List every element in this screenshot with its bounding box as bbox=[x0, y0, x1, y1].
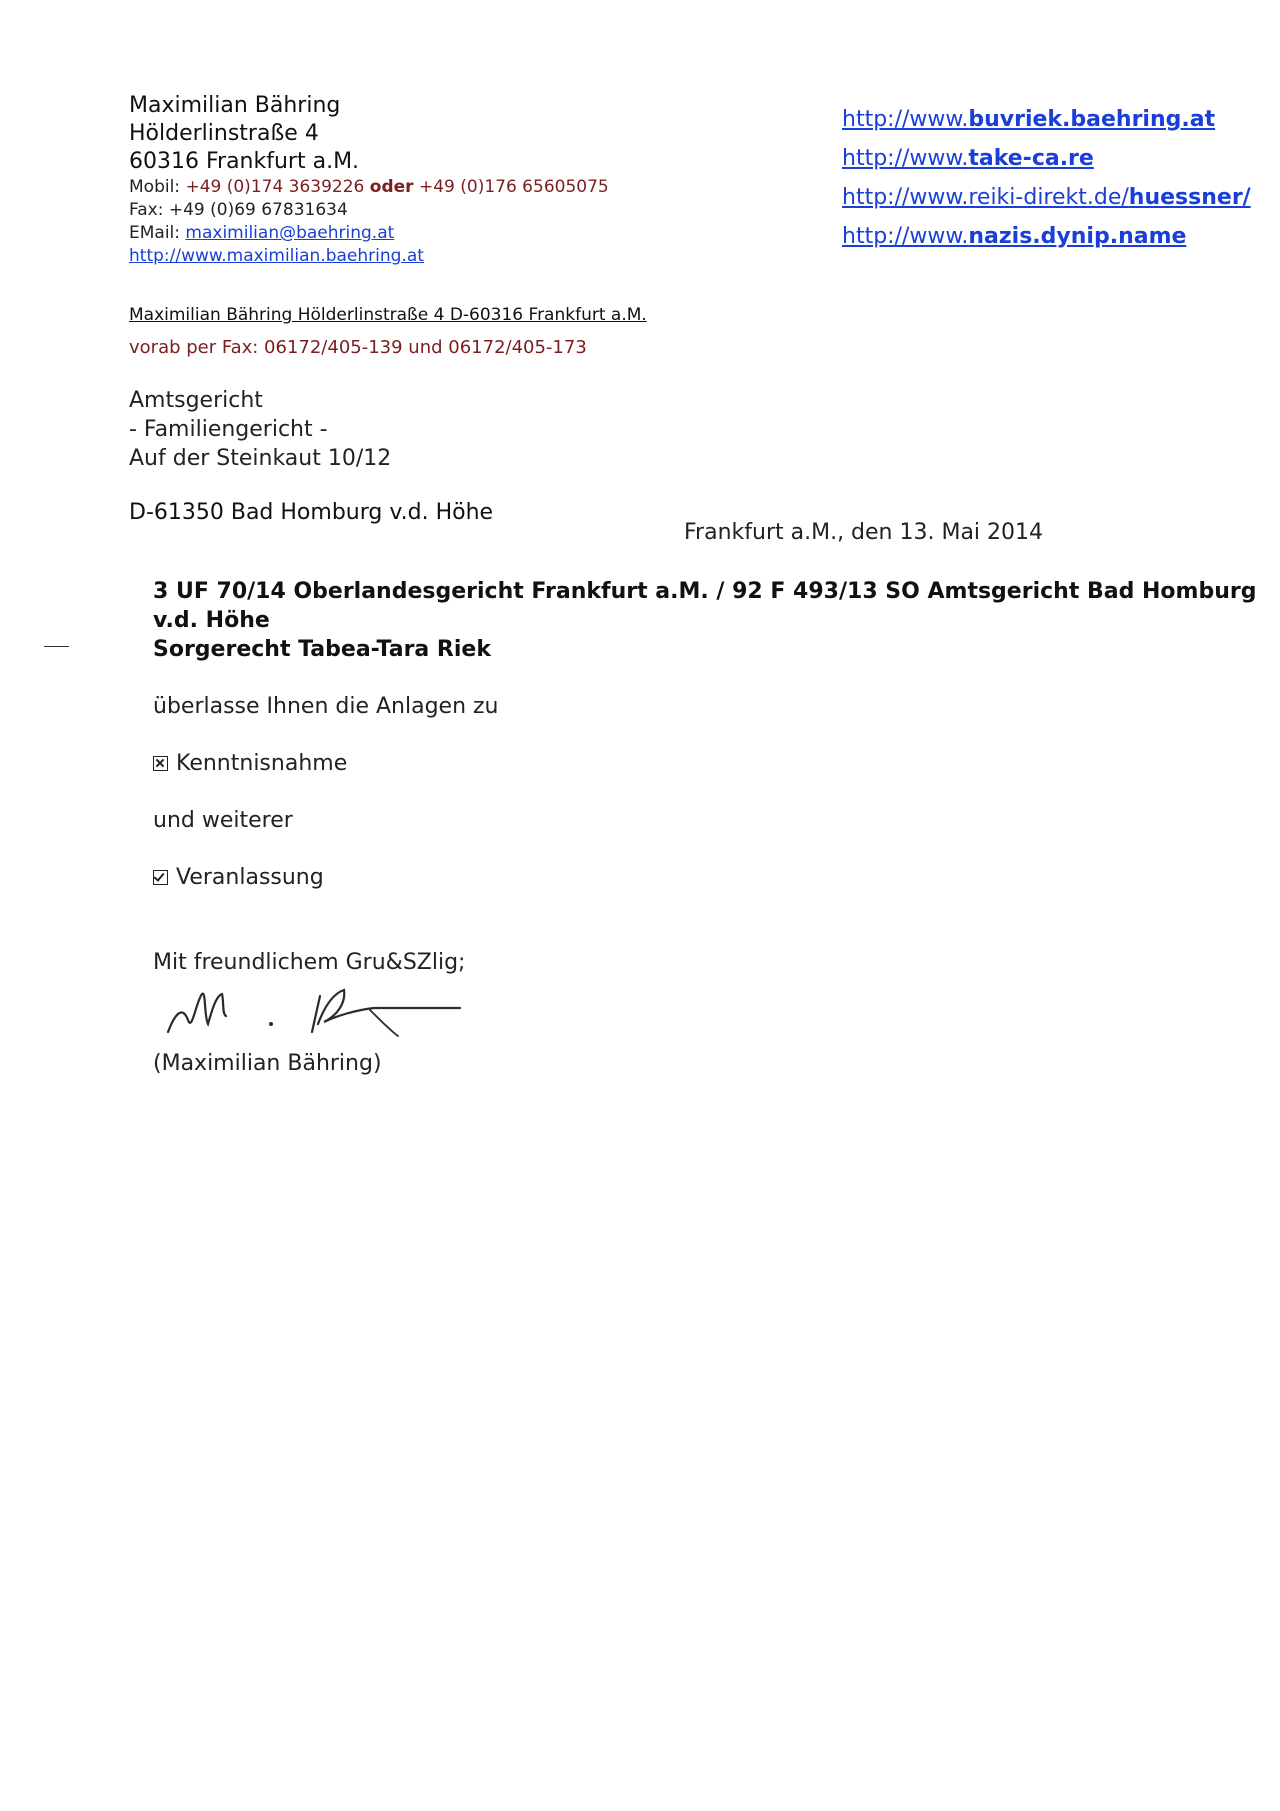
subject bbox=[153, 577, 1280, 664]
checkbox-check-icon bbox=[153, 870, 168, 885]
email-link[interactable]: maximilian@baehring.at bbox=[185, 223, 395, 243]
date-line: Frankfurt a.M., den 13. Mai 2014 bbox=[684, 520, 1044, 545]
option-veranlassung: Veranlassung bbox=[153, 865, 324, 890]
recipient-block bbox=[129, 386, 391, 473]
recipient-line: - Familiengericht - bbox=[129, 417, 328, 442]
sender-street: Hölderlinstraße 4 bbox=[129, 121, 319, 146]
recipient-line: Auf der Steinkaut 10/12 bbox=[129, 446, 392, 471]
fold-mark bbox=[44, 646, 69, 647]
url-item[interactable]: http://www.buvriek.baehring.at bbox=[842, 107, 1216, 132]
url-item[interactable]: http://www.nazis.dynip.name bbox=[842, 224, 1187, 249]
sender-fax: Fax: +49 (0)69 67831634 bbox=[129, 200, 348, 220]
signature bbox=[160, 980, 480, 1050]
url-item[interactable]: http://www.reiki-direkt.de/huessner/ bbox=[842, 185, 1251, 210]
subject-line: Sorgerecht Tabea-Tara Riek bbox=[153, 637, 491, 662]
sender-block bbox=[129, 92, 609, 268]
signature-name: (Maximilian Bähring) bbox=[153, 1051, 382, 1076]
fax-note: vorab per Fax: 06172/405-139 und 06172/405-173 bbox=[129, 337, 587, 358]
sender-website bbox=[129, 245, 609, 268]
sender-name: Maximilian Bähring bbox=[129, 93, 341, 118]
sender-city: 60316 Frankfurt a.M. bbox=[129, 149, 360, 174]
sender-mobile: Mobil: +49 (0)174 3639226 oder +49 (0)176 65605075 bbox=[129, 177, 609, 197]
body-intro: überlasse Ihnen die Anlagen zu bbox=[153, 694, 499, 719]
url-item[interactable]: http://www.take-ca.re bbox=[842, 146, 1094, 171]
checkbox-x-icon bbox=[153, 756, 168, 771]
return-address: Maximilian Bähring Hölderlinstraße 4 D-60316 Frankfurt a.M. bbox=[129, 305, 647, 325]
url-list bbox=[842, 100, 1251, 256]
website-link[interactable]: http://www.maximilian.baehring.at bbox=[129, 246, 424, 266]
option-kenntnisnahme: Kenntnisnahme bbox=[153, 751, 347, 776]
recipient-city: D-61350 Bad Homburg v.d. Höhe bbox=[129, 500, 494, 525]
recipient-line: Amtsgericht bbox=[129, 388, 263, 413]
body-middle: und weiterer bbox=[153, 808, 293, 833]
closing: Mit freundlichem Gru&SZlig; bbox=[153, 950, 466, 975]
sender-email: EMail: maximilian@baehring.at bbox=[129, 223, 395, 243]
subject-line: 3 UF 70/14 Oberlandesgericht Frankfurt a.M. / 92 F 493/13 SO Amtsgericht Bad Homburg v.d. Höhe bbox=[153, 579, 1257, 633]
